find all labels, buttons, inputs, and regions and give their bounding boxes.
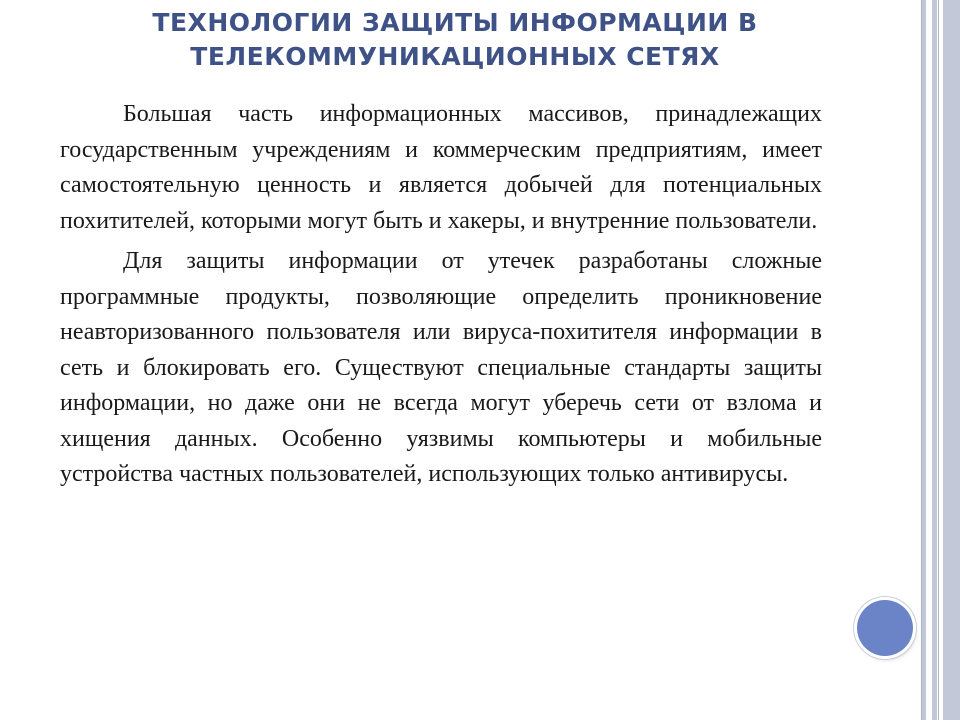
decorative-circle xyxy=(857,600,913,656)
decorative-rail xyxy=(943,0,960,720)
slide-body xyxy=(60,97,822,498)
slide-title xyxy=(40,6,870,74)
paragraph: Большая часть информационных массивов, принадлежащих государственным учреждениям и коммерческим предприятиям, имеет самостоятельную ценность и является добычей для потенциальных похитителей, которыми могут быть и хакеры, и внутренние пользователи. xyxy=(60,101,822,234)
decorative-rail-line xyxy=(938,0,939,720)
title-line: ТЕХНОЛОГИИ ЗАЩИТЫ ИНФОРМАЦИИ В xyxy=(152,8,758,37)
decorative-rail xyxy=(932,0,937,720)
paragraph: Для защиты информации от утечек разработаны сложные программные продукты, позволяющие определить проникновение неавторизованного пользователя или вируса-похитителя информации в сеть и блокировать его. Существуют специальные стандарты защиты информации, но даже они не всегда могут уберечь сети от взлома и хищения данных. Особенно уязвимы компьютеры и мобильные устройства частных пользователей, использующих только антивирусы. xyxy=(60,248,822,487)
decorative-rail xyxy=(922,0,926,720)
title-line: ТЕЛЕКОММУНИКАЦИОННЫХ СЕТЯХ xyxy=(190,42,720,71)
